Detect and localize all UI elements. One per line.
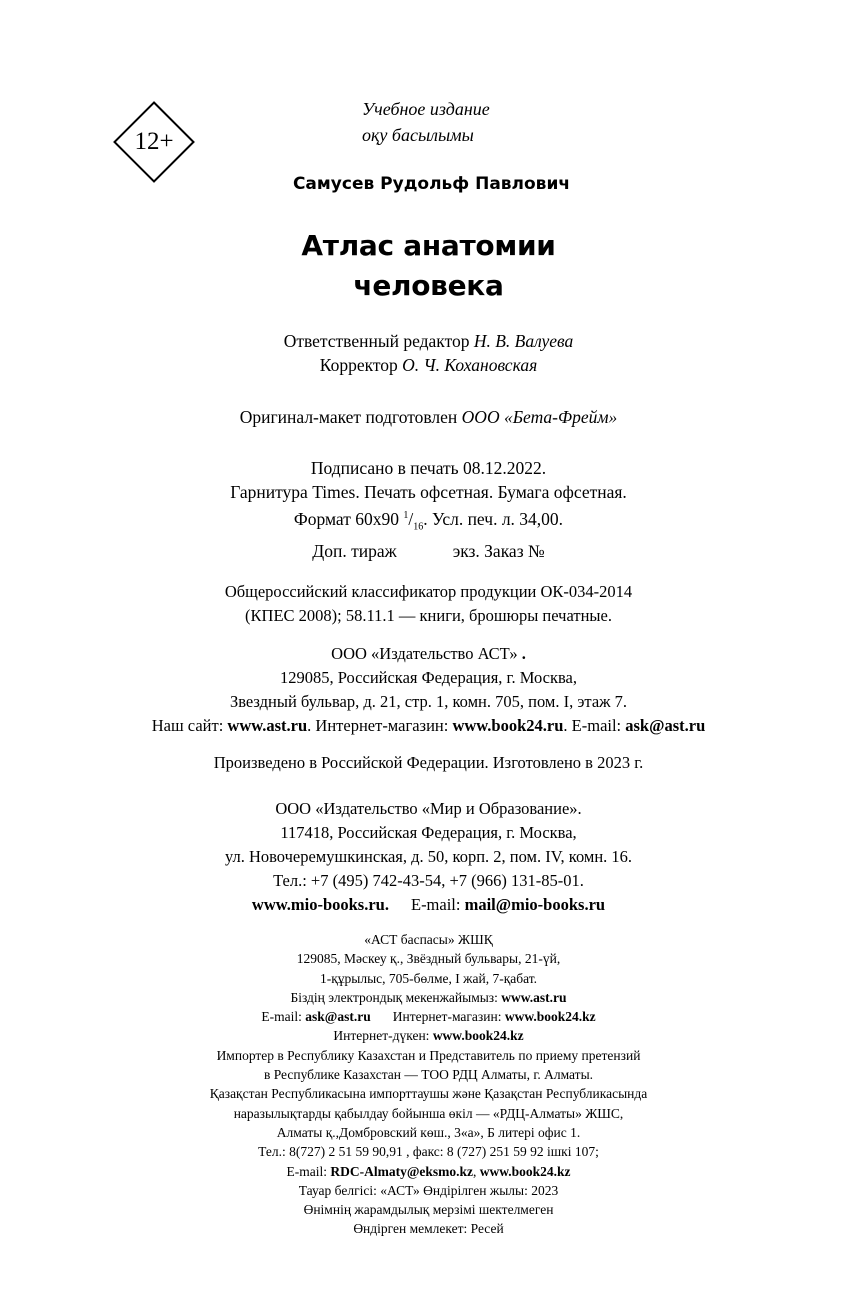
- kz-line-5: [0, 1007, 857, 1026]
- responsible-editor-name: Н. В. Валуева: [473, 331, 574, 351]
- run-order-info: [0, 539, 857, 563]
- responsible-editor-label: Ответственный редактор: [283, 331, 470, 351]
- print-info-block: [0, 456, 857, 563]
- classifier-block: [0, 580, 857, 628]
- kz-line-16: Өндірген мемлекет: Ресей: [353, 1221, 504, 1237]
- corrector-label: Корректор: [319, 355, 398, 375]
- kz-line-9: Қазақстан Республикасына импорттаушы және Қазақстан Республикасында: [209, 1086, 648, 1102]
- site-link[interactable]: www.ast.ru: [227, 716, 308, 735]
- responsible-editor: [0, 329, 857, 353]
- corrector: [0, 353, 857, 377]
- kz-site-label: Біздің электрондық мекенжайымыз:: [290, 989, 498, 1005]
- publisher-ast-name-dot: .: [521, 644, 526, 663]
- layout-prepared: [0, 405, 857, 429]
- book-title: [0, 226, 857, 306]
- kz-line-4: [0, 988, 857, 1007]
- publisher-mio-phone: Тел.: +7 (495) 742-43-54, +7 (966) 131-85-01.: [273, 871, 584, 890]
- corrector-name: О. Ч. Кохановская: [402, 355, 538, 375]
- publisher-ast-name: [0, 642, 857, 666]
- publisher-mio-name: ООО «Издательство «Мир и Образование».: [275, 799, 582, 818]
- mio-email-label: E-mail:: [410, 895, 461, 914]
- format-prefix: Формат 60х90: [293, 508, 400, 529]
- mio-email-link[interactable]: mail@mio-books.ru: [464, 895, 606, 914]
- kz-email-link[interactable]: ask@ast.ru: [305, 1009, 371, 1025]
- kz-store-label: Интернет-дүкен:: [333, 1028, 430, 1044]
- kz-line-1: «АСТ баспасы» ЖШҚ: [364, 932, 493, 947]
- edition-type-kz: оқу басылымы: [362, 125, 474, 145]
- kz-store-link[interactable]: www.book24.kz: [432, 1028, 524, 1044]
- kz-rdc-site-link[interactable]: www.book24.kz: [479, 1163, 571, 1179]
- typeface-info: Гарнитура Times. Печать офсетная. Бумага офсетная.: [230, 482, 627, 502]
- kz-block: [0, 930, 857, 1239]
- layout-prepared-name: ООО «Бета-Фрейм»: [461, 407, 618, 427]
- kz-rdc-email-link[interactable]: RDC-Almaty@eksmo.kz: [330, 1163, 473, 1179]
- author-name: Самусев Рудольф Павлович: [292, 174, 571, 194]
- publisher-mio-block: [0, 797, 857, 917]
- format-numerator: 1: [403, 510, 409, 521]
- shop-link[interactable]: www.book24.ru: [452, 716, 564, 735]
- kz-line-10: наразылықтарды қабылдау бойынша өкіл — «РДЦ-Алматы» ЖШС,: [233, 1105, 624, 1121]
- kz-line-2: 129085, Мәскеу қ., Звёздный бульвары, 21-үй,: [296, 951, 561, 967]
- classifier-line-1: Общероссийский классификатор продукции ОК-034-2014: [224, 582, 633, 601]
- kz-line-12: Тел.: 8(727) 2 51 59 90,91 , факс: 8 (727) 251 59 92 ішкі 107;: [258, 1144, 599, 1160]
- book-title-line-2: человека: [353, 269, 504, 302]
- signed-to-print: Подписано в печать 08.12.2022.: [310, 458, 547, 478]
- kz-shop-link[interactable]: www.book24.kz: [504, 1009, 596, 1025]
- site-label: Наш сайт:: [151, 716, 224, 735]
- kz-line-8: в Республике Казахстан — ТОО РДЦ Алматы, г. Алматы.: [263, 1067, 594, 1083]
- age-rating-badge: [113, 101, 195, 183]
- kz-line-6: [0, 1026, 857, 1045]
- kz-rdc-email-label: E-mail:: [286, 1163, 327, 1179]
- publisher-ast-name-text: ООО «Издательство АСТ»: [331, 644, 518, 663]
- publisher-mio-address-1: 117418, Российская Федерация, г. Москва,: [280, 823, 577, 842]
- order-label: экз. Заказ №: [452, 541, 545, 562]
- format-suffix: . Усл. печ. л. 34,00.: [423, 508, 564, 529]
- run-label: Доп. тираж: [312, 541, 397, 562]
- publisher-mio-contacts: [0, 893, 857, 917]
- age-rating-label: 12+: [134, 128, 174, 155]
- publisher-ast-address-1: 129085, Российская Федерация, г. Москва,: [280, 668, 577, 687]
- shop-label: . Интернет-магазин:: [307, 716, 449, 735]
- kz-line-14: Тауар белгісі: «АСТ» Өндірілген жылы: 2023: [298, 1182, 559, 1198]
- format-info: Формат 60х90 $^1/_{16}$. Усл. печ. л. 34,00.: [293, 508, 564, 533]
- book-title-line-1: Атлас анатомии: [301, 229, 556, 262]
- editors-block: [0, 329, 857, 377]
- format-denominator: 16: [413, 521, 424, 533]
- email-label: . E-mail:: [563, 716, 622, 735]
- email-link[interactable]: ask@ast.ru: [625, 716, 706, 735]
- kz-line-11: Алматы қ.,Домбровский көш., 3«а», Б литері офис 1.: [276, 1124, 581, 1140]
- produced-in: Произведено в Российской Федерации. Изготовлено в 2023 г.: [213, 753, 644, 772]
- publisher-ast-block: [0, 642, 857, 738]
- kz-rdc-separator: ,: [473, 1163, 477, 1179]
- publisher-mio-address-2: ул. Новочеремушкинская, д. 50, корп. 2, пом. IV, комн. 16.: [224, 847, 633, 866]
- edition-type-ru: Учебное издание: [362, 99, 490, 119]
- publisher-ast-address-2: Звездный бульвар, д. 21, стр. 1, комн. 705, пом. I, этаж 7.: [229, 692, 628, 711]
- classifier-line-2: (КПЕС 2008); 58.11.1 — книги, брошюры печатные.: [245, 606, 612, 625]
- kz-line-3: 1-құрылыс, 705-бөлме, I жай, 7-қабат.: [319, 970, 538, 986]
- publisher-ast-contacts: [0, 714, 857, 738]
- kz-line-15: Өнімнің жарамдылық мерзімі шектелмеген: [303, 1202, 554, 1218]
- edition-type: [362, 96, 490, 148]
- layout-prepared-label: Оригинал-макет подготовлен: [239, 407, 458, 427]
- mio-site-link[interactable]: www.mio-books.ru.: [251, 895, 389, 914]
- kz-line-7: Импортер в Республику Казахстан и Представитель по приему претензий: [216, 1047, 641, 1063]
- kz-shop-label: Интернет-магазин:: [392, 1009, 502, 1025]
- kz-site-link[interactable]: www.ast.ru: [501, 989, 567, 1005]
- kz-line-13: [0, 1162, 857, 1181]
- kz-email-label: E-mail:: [261, 1009, 302, 1025]
